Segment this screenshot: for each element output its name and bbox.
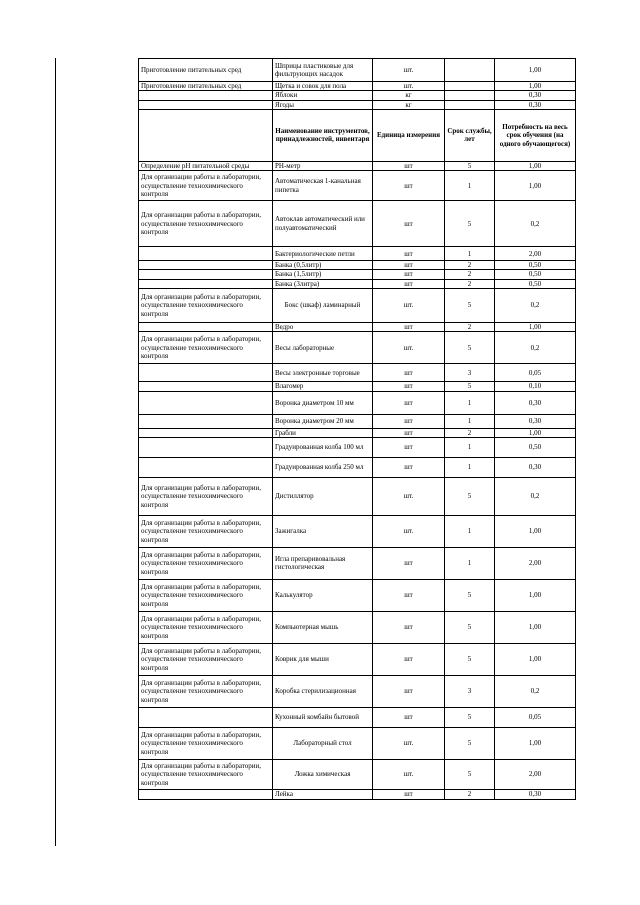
cell-purpose [139,391,273,414]
cell-unit: шт [373,547,445,579]
cell-purpose: Для организации работы в лаборатории, осуществление технохимического контроля [139,759,273,789]
cell-need: 1,00 [495,428,576,437]
cell-name: Автоматическая 1-канальная пипетка [273,171,373,201]
cell-unit: шт [373,364,445,382]
cell-unit: шт [373,789,445,799]
cell-need: 1,00 [495,727,576,759]
cell-purpose [139,414,273,428]
table-row [139,91,576,100]
cell-purpose: Для организации работы в лаборатории, осуществление технохимического контроля [139,515,273,547]
cell-purpose [139,364,273,382]
cell-need: 1,00 [495,323,576,332]
cell-need: 1,00 [495,161,576,170]
cell-life: 1 [445,414,495,428]
cell-life [445,100,495,109]
cell-name: Компьютерная мышь [273,611,373,643]
cell-purpose: Для организации работы в лаборатории, осуществление технохимического контроля [139,579,273,611]
table-row [139,59,576,82]
table-row [139,323,576,332]
cell-life: 3 [445,364,495,382]
cell-name: Наименование инструментов, принадлежностей, инвентаря [273,109,373,161]
cell-unit: шт [373,323,445,332]
cell-life: 1 [445,437,495,457]
cell-name: Весы лабораторные [273,332,373,364]
page-margin-line [55,58,56,846]
cell-purpose [139,109,273,161]
table-row [139,675,576,707]
cell-purpose: Для организации работы в лаборатории, осуществление технохимического контроля [139,332,273,364]
cell-unit: шт. [373,82,445,91]
cell-name: Яблоки [273,91,373,100]
table-row [139,332,576,364]
cell-name: Градуированная колба 250 мл [273,457,373,477]
cell-unit: кг [373,100,445,109]
cell-unit: шт. [373,515,445,547]
cell-need: 0,05 [495,707,576,727]
cell-life: 5 [445,332,495,364]
cell-life: 2 [445,789,495,799]
cell-need: 0,50 [495,261,576,270]
cell-unit: шт [373,611,445,643]
cell-purpose [139,323,273,332]
table-row [139,82,576,91]
table-row [139,270,576,279]
cell-purpose: Для организации работы в лаборатории, осуществление технохимического контроля [139,611,273,643]
cell-unit: шт [373,643,445,675]
cell-name: Щетка и совок для пола [273,82,373,91]
cell-life: 1 [445,457,495,477]
cell-purpose [139,707,273,727]
cell-life: 5 [445,289,495,323]
table-row [139,391,576,414]
cell-need: 0,30 [495,457,576,477]
cell-name: Ведро [273,323,373,332]
table-row [139,611,576,643]
cell-purpose: Для организации работы в лаборатории, осуществление технохимического контроля [139,675,273,707]
cell-life: 1 [445,515,495,547]
cell-purpose [139,437,273,457]
cell-life: 5 [445,759,495,789]
cell-need: 1,00 [495,643,576,675]
table-row [139,364,576,382]
cell-life [445,91,495,100]
cell-purpose: Для организации работы в лаборатории, осуществление технохимического контроля [139,727,273,759]
cell-purpose: Приготовление питательных сред [139,59,273,82]
table-row [139,414,576,428]
cell-name: Грабли [273,428,373,437]
cell-need: 0,2 [495,477,576,515]
cell-need: 0,05 [495,364,576,382]
cell-unit: кг [373,91,445,100]
cell-need: 2,00 [495,247,576,261]
cell-purpose: Приготовление питательных сред [139,82,273,91]
cell-purpose: Для организации работы в лаборатории, осуществление технохимического контроля [139,643,273,675]
cell-life: 1 [445,391,495,414]
cell-name: Дистиллятор [273,477,373,515]
cell-name: Банка (3литра) [273,279,373,288]
cell-name: Кухонный комбайн бытовой [273,707,373,727]
cell-need: 1,00 [495,171,576,201]
cell-need: 0,50 [495,270,576,279]
cell-life: 5 [445,477,495,515]
cell-need: 0,30 [495,100,576,109]
cell-name: Бактериологические петли [273,247,373,261]
table-row [139,579,576,611]
cell-purpose [139,457,273,477]
equipment-table-body [139,59,576,800]
table-row [139,727,576,759]
cell-unit: шт [373,161,445,170]
cell-name: Лейка [273,789,373,799]
cell-unit: шт. [373,477,445,515]
cell-need: 0,10 [495,382,576,391]
cell-life: 5 [445,611,495,643]
cell-unit: шт [373,707,445,727]
cell-unit: шт [373,247,445,261]
cell-name: Калькулятор [273,579,373,611]
cell-unit: шт [373,261,445,270]
cell-need: 0,2 [495,201,576,247]
cell-need: 2,00 [495,547,576,579]
cell-purpose: Для организации работы в лаборатории, осуществление технохимического контроля [139,289,273,323]
cell-purpose: Для организации работы в лаборатории, осуществление технохимического контроля [139,547,273,579]
cell-purpose [139,100,273,109]
table-row [139,279,576,288]
cell-need: 0,30 [495,414,576,428]
cell-unit: шт. [373,332,445,364]
table-header-row [139,109,576,161]
cell-life [445,82,495,91]
cell-life: 5 [445,382,495,391]
table-row [139,437,576,457]
cell-unit: шт. [373,59,445,82]
cell-need: 1,00 [495,82,576,91]
cell-name: Влагомер [273,382,373,391]
cell-need: 0,2 [495,332,576,364]
cell-life: 2 [445,261,495,270]
cell-unit: шт [373,414,445,428]
table-row [139,759,576,789]
cell-life: 5 [445,201,495,247]
cell-purpose [139,247,273,261]
cell-life: 1 [445,171,495,201]
cell-life: 2 [445,323,495,332]
cell-name: Ложка химическая [273,759,373,789]
cell-name: PH-метр [273,161,373,170]
cell-unit: шт [373,391,445,414]
cell-unit: шт [373,270,445,279]
cell-life: 3 [445,675,495,707]
cell-unit: шт [373,171,445,201]
cell-unit: шт [373,579,445,611]
cell-need: 0,2 [495,675,576,707]
cell-purpose [139,789,273,799]
cell-name: Весы электронные торговые [273,364,373,382]
table-row [139,171,576,201]
cell-purpose: Для организации работы в лаборатории, осуществление технохимического контроля [139,201,273,247]
cell-name: Лабораторный стол [273,727,373,759]
table-row [139,428,576,437]
table-row [139,247,576,261]
equipment-table [138,58,576,800]
cell-life: 2 [445,270,495,279]
cell-unit: шт. [373,289,445,323]
cell-purpose [139,382,273,391]
table-row [139,789,576,799]
cell-life: 2 [445,428,495,437]
cell-purpose: Для организации работы в лаборатории, осуществление технохимического контроля [139,171,273,201]
cell-life: 1 [445,247,495,261]
cell-unit: шт [373,428,445,437]
cell-name: Коробка стерилизационная [273,675,373,707]
cell-unit: шт. [373,727,445,759]
cell-need: 1,00 [495,611,576,643]
cell-life: 5 [445,579,495,611]
table-row [139,161,576,170]
cell-name: Градуированная колба 100 мл [273,437,373,457]
cell-purpose [139,428,273,437]
cell-unit: шт. [373,759,445,789]
cell-purpose: Определение pH питательной среды [139,161,273,170]
table-row [139,261,576,270]
cell-purpose [139,91,273,100]
table-row [139,547,576,579]
table-row [139,100,576,109]
cell-need: Потребность на весь срок обучения (на одного обучающегося) [495,109,576,161]
cell-life: 1 [445,547,495,579]
cell-life: 5 [445,707,495,727]
cell-unit: шт [373,279,445,288]
cell-purpose [139,261,273,270]
table-row [139,477,576,515]
cell-need: 0,30 [495,91,576,100]
cell-name: Банка (0,5литр) [273,261,373,270]
cell-need: 2,00 [495,759,576,789]
cell-name: Банка (1,5литр) [273,270,373,279]
cell-need: 0,50 [495,279,576,288]
cell-name: Бокс (шкаф) ламинарный [273,289,373,323]
cell-purpose [139,270,273,279]
cell-purpose [139,279,273,288]
cell-name: Коврик для мыши [273,643,373,675]
cell-unit: шт [373,201,445,247]
cell-name: Ягоды [273,100,373,109]
cell-name: Шприцы пластиковые для фильтрующих насадок [273,59,373,82]
cell-unit: шт [373,437,445,457]
cell-need: 1,00 [495,515,576,547]
cell-name: Игла препаривовальная гистологическая [273,547,373,579]
table-row [139,289,576,323]
cell-life [445,59,495,82]
cell-need: 0,30 [495,789,576,799]
cell-need: 0,2 [495,289,576,323]
cell-unit: шт [373,675,445,707]
cell-unit: Единица измерения [373,109,445,161]
cell-name: Воронка диаметром 20 мм [273,414,373,428]
cell-need: 0,30 [495,391,576,414]
table-row [139,707,576,727]
table-row [139,382,576,391]
cell-life: 2 [445,279,495,288]
cell-life: 5 [445,727,495,759]
cell-life: 5 [445,643,495,675]
cell-unit: шт [373,457,445,477]
table-row [139,457,576,477]
cell-life: 5 [445,161,495,170]
cell-purpose: Для организации работы в лаборатории, осуществление технохимического контроля [139,477,273,515]
cell-need: 0,50 [495,437,576,457]
table-row [139,201,576,247]
cell-name: Зажигалка [273,515,373,547]
table-row [139,643,576,675]
table-row [139,515,576,547]
cell-name: Воронка диаметром 10 мм [273,391,373,414]
cell-life: Срок службы, лет [445,109,495,161]
cell-unit: шт [373,382,445,391]
cell-need: 1,00 [495,59,576,82]
cell-need: 1,00 [495,579,576,611]
cell-name: Автоклав автоматический или полуавтоматический [273,201,373,247]
